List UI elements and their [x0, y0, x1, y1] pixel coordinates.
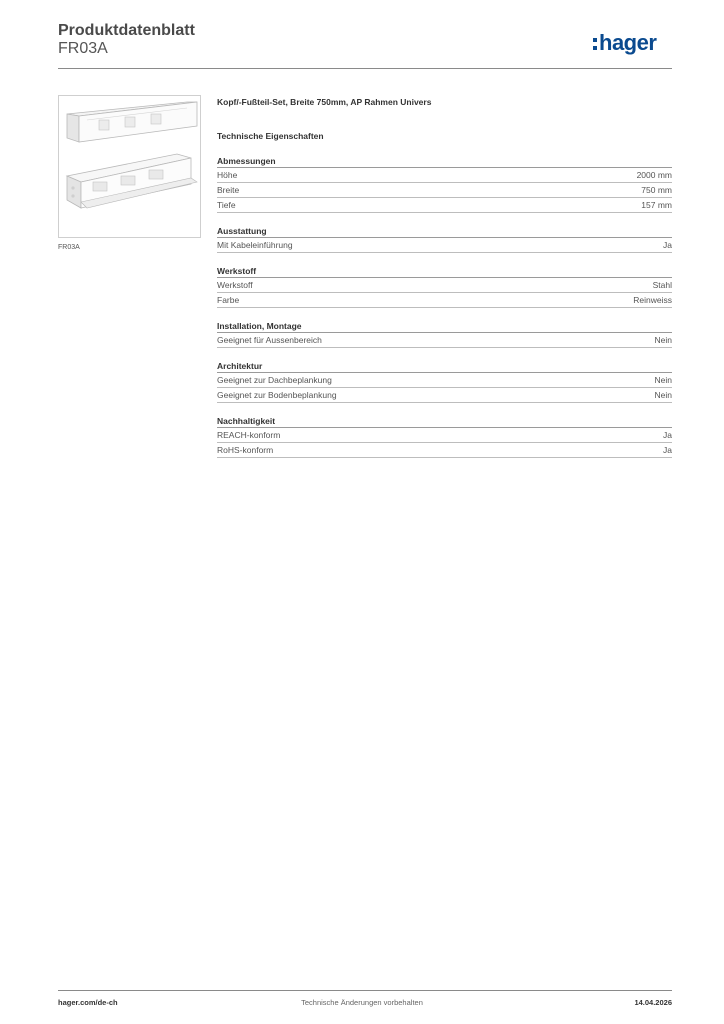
section-installation: [217, 320, 672, 348]
image-caption: FR03A: [58, 244, 80, 251]
property-value: Ja: [663, 430, 672, 440]
property-label: Werkstoff: [217, 280, 253, 290]
property-row: [217, 443, 672, 458]
section-title: Ausstattung: [217, 225, 672, 238]
property-value: Stahl: [652, 280, 672, 290]
property-value: Nein: [654, 335, 672, 345]
property-value: Nein: [654, 390, 672, 400]
footer-website-link[interactable]: hager.com/de-ch: [58, 998, 118, 1007]
product-description: Kopf/-Fußteil-Set, Breite 750mm, AP Rahmen Univers: [217, 97, 432, 107]
section-title: Architektur: [217, 360, 672, 373]
footer-date: 14.04.2026: [634, 998, 672, 1007]
section-material: [217, 265, 672, 308]
product-image: [58, 95, 201, 238]
property-label: Tiefe: [217, 200, 236, 210]
section-architecture: [217, 360, 672, 403]
section-title: Werkstoff: [217, 265, 672, 278]
property-value: Ja: [663, 445, 672, 455]
property-row: [217, 278, 672, 293]
property-row: [217, 198, 672, 213]
property-value: 2000 mm: [636, 170, 672, 180]
property-label: Farbe: [217, 295, 240, 305]
product-illustration: [59, 96, 200, 237]
property-label: RoHS-konform: [217, 445, 274, 455]
property-row: [217, 333, 672, 348]
property-value: Reinweiss: [633, 295, 672, 305]
section-title: Installation, Montage: [217, 320, 672, 333]
property-value: 750 mm: [641, 185, 672, 195]
footer-disclaimer: Technische Änderungen vorbehalten: [301, 998, 423, 1007]
property-label: Geeignet für Aussenbereich: [217, 335, 322, 345]
property-label: Geeignet zur Bodenbeplankung: [217, 390, 337, 400]
property-label: Mit Kabeleinführung: [217, 240, 293, 250]
product-code: FR03A: [58, 40, 108, 57]
property-row: [217, 388, 672, 403]
technical-properties-heading: Technische Eigenschaften: [217, 131, 324, 141]
property-label: Höhe: [217, 170, 238, 180]
property-row: [217, 293, 672, 308]
section-sustainability: [217, 415, 672, 458]
property-label: Breite: [217, 185, 240, 195]
page-title: Produktdatenblatt: [58, 22, 195, 39]
section-title: Abmessungen: [217, 155, 672, 168]
header-divider: [58, 68, 672, 69]
property-row: [217, 183, 672, 198]
property-label: REACH-konform: [217, 430, 281, 440]
property-row: [217, 428, 672, 443]
property-label: Geeignet zur Dachbeplankung: [217, 375, 332, 385]
section-title: Nachhaltigkeit: [217, 415, 672, 428]
property-value: Ja: [663, 240, 672, 250]
footer-divider: [58, 990, 672, 991]
hager-logo: [593, 28, 673, 56]
section-dimensions: [217, 155, 672, 213]
svg-text:hager: hager: [599, 30, 657, 55]
section-equipment: [217, 225, 672, 253]
property-row: [217, 373, 672, 388]
property-value: Nein: [654, 375, 672, 385]
property-value: 157 mm: [641, 200, 672, 210]
property-row: [217, 168, 672, 183]
properties-panel: [217, 95, 672, 458]
property-row: [217, 238, 672, 253]
